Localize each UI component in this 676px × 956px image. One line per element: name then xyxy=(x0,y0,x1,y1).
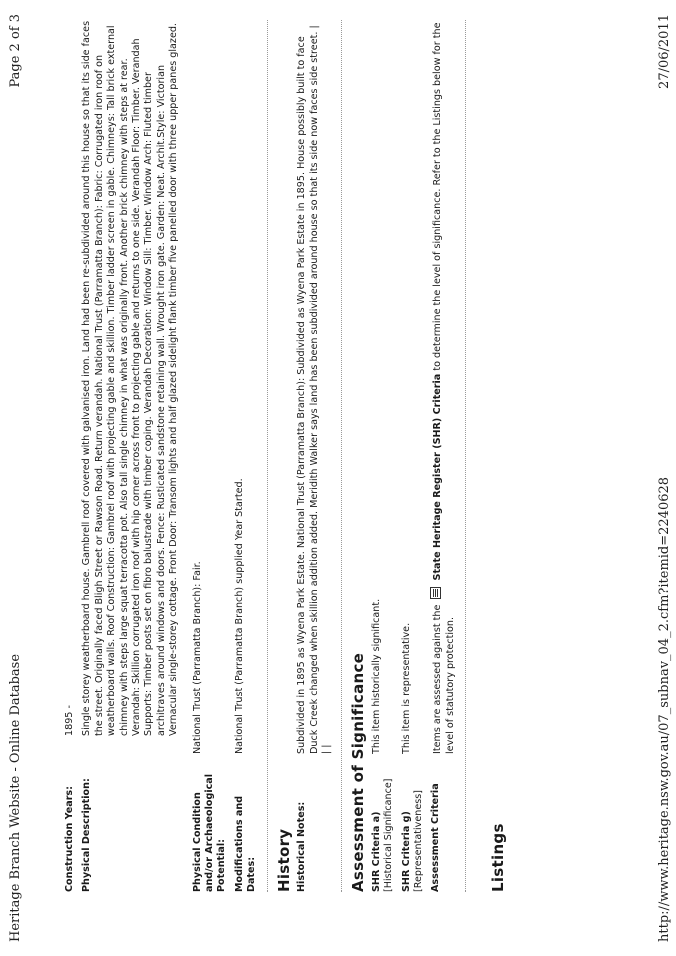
modifications-label: Modifications and Dates: xyxy=(233,795,258,892)
shr-a-value: This item historically significant. xyxy=(370,598,382,754)
condition-label: Physical Condition and/or Archaeological Potential: xyxy=(191,773,228,892)
shr-g-label xyxy=(401,754,426,892)
history-value: Subdivided in 1895 as Wyena Park Estate. National Trust (Parramatta Branch): Subdivided as Wyena Park Estate in 1895. House possibly built to face Duck Creek changed when skillion addition added. Meridith Walker says land has been subdivided around house so that its side now faces side street. | | | xyxy=(296,25,332,754)
page-url: http://www.heritage.nsw.gov.au/07_subnav_04_2.cfm?itemid=2240628 xyxy=(657,476,672,942)
physical-description-row xyxy=(81,20,180,892)
divider xyxy=(465,20,466,892)
header-title: Heritage Branch Website - Online Database xyxy=(8,653,23,942)
criteria-text-before: Items are assessed against the xyxy=(432,604,444,754)
shr-g-label-text: SHR Criteria g) xyxy=(400,811,412,892)
criteria-text-after: to determine the level of significance. Refer to the Listings below for the level of statutory protection. xyxy=(432,22,456,754)
assessment-heading: Assessment of Significance xyxy=(349,652,368,892)
condition-row xyxy=(192,20,229,892)
shr-a-sublabel: [Historical Significance] xyxy=(383,778,395,892)
modifications-row xyxy=(234,20,259,892)
history-heading: History xyxy=(274,828,293,892)
modifications-value: National Trust (Parramatta Branch) supplied Year Started. xyxy=(233,478,245,754)
register-icon[interactable] xyxy=(430,587,441,599)
divider xyxy=(267,20,268,892)
shr-g-sublabel: [Representativeness] xyxy=(412,790,424,892)
history-row xyxy=(296,20,333,892)
assessment-criteria-value xyxy=(430,20,457,754)
construction-row xyxy=(64,20,76,892)
history-label: Historical Notes: xyxy=(296,801,308,892)
divider xyxy=(341,20,342,892)
assessment-criteria-label: Assessment Criteria xyxy=(430,783,442,892)
construction-value: 1895 - xyxy=(64,705,75,736)
construction-label: Construction Years: xyxy=(64,786,75,892)
print-date: 27/06/2011 xyxy=(657,14,672,89)
shr-g-row xyxy=(401,20,426,892)
shr-a-row xyxy=(371,20,396,892)
physical-description-value: Single storey weatherboard house. Gambrell roof covered with galvanised iron. Land had been re-subdivided around this house so that its side faces the street. Originally faced Bligh Street or Rawson Road. Return verandah. National Trust (Parramatta Branch): Fabric: Corrugated iron roof on weatherboard walls. Roof Construction: Gambrel roof with projecting gable and skillion. Timber ladder screen in gable. Chimneys: Tall brick external chimney with steps large squat terracotta pot. Also tall single chimney in what was originally front. Another brick chimney with steps at rear. Verandah: Skillion corrugated iron roof with hip corner across front to projecting gable and returns to one side. Verandah Floor: Timber. Verandah Supports: Timber posts set on fibro balustrade with timber coping. Verandah Decoration: Window Sill: Timber. Window Arch: Fluted timber architraves around windows and doors. Fence: Rusticated sandstone retaining wall. Wrought iron gate. Garden: Neat. Archit.Style: Victorian Vernacular single-storey cottage. Front Door: Transom lights and half glazed sidelight flank timber five panelled door with three upper panes glazed. xyxy=(81,20,180,736)
physical-description-label: Physical Description: xyxy=(81,778,93,892)
shr-a-label xyxy=(371,754,396,892)
listings-heading: Listings xyxy=(489,823,508,892)
page-number: Page 2 of 3 xyxy=(8,14,23,88)
condition-value: National Trust (Parramatta Branch): Fair. xyxy=(191,561,203,754)
shr-criteria-link[interactable]: State Heritage Register (SHR) Criteria xyxy=(432,373,444,581)
shr-g-value: This item is representative. xyxy=(400,622,412,754)
assessment-criteria-row xyxy=(430,20,457,892)
item-details xyxy=(64,20,511,892)
shr-a-label-text: SHR Criteria a) xyxy=(370,811,382,892)
